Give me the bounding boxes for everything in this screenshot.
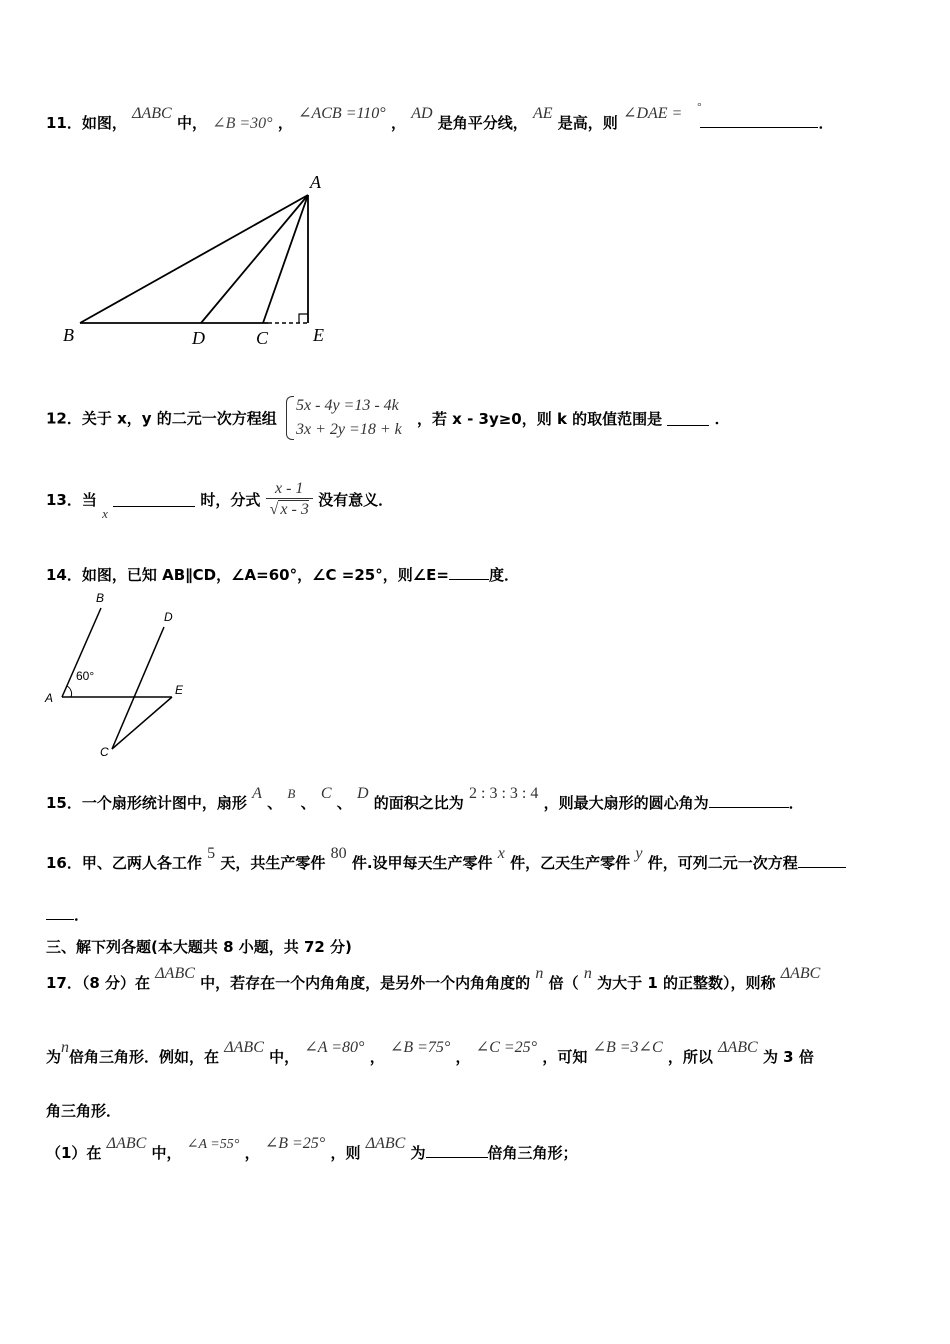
q15-text: ，则最大扇形的圆心角为: [543, 794, 709, 812]
q16-text: 件.设甲每天生产零件: [351, 854, 493, 872]
segment-ab: [62, 608, 101, 697]
q11-text: 是角平分线，: [437, 114, 528, 132]
q16-end: ．: [74, 906, 90, 924]
q17-sep: ，: [455, 1048, 471, 1066]
q15-ratio: 2 : 3 : 3 : 4: [469, 785, 539, 802]
q17-text: ，则: [330, 1144, 361, 1162]
q17-text: 17．（8 分）在: [46, 974, 151, 992]
answer-blank[interactable]: [113, 492, 195, 507]
right-angle-mark: [299, 314, 308, 323]
label-c: C: [100, 745, 109, 759]
q11-degree: °: [696, 101, 702, 113]
q15-text: 的面积之比为: [373, 794, 464, 812]
q17-relation: ∠B =3∠C: [592, 1039, 663, 1056]
numerator: x - 1: [266, 480, 313, 499]
label-d: D: [192, 328, 205, 348]
question-12: [46, 394, 730, 442]
q15-sep: 、: [336, 794, 352, 812]
q11-number: 11．如图，: [46, 114, 127, 132]
q17-text: 倍（: [548, 974, 579, 992]
q15-c: C: [320, 785, 332, 802]
label-a: A: [45, 691, 54, 705]
q16-y: y: [635, 845, 643, 862]
q17-text: 倍角三角形；: [487, 1144, 578, 1162]
question-17-line-3: [46, 1100, 121, 1121]
fraction: [266, 480, 313, 519]
denominator: √ x - 3: [269, 501, 309, 518]
q16-five: 5: [207, 845, 216, 862]
q16-text: 件，可列二元一次方程: [647, 854, 798, 872]
label-b: B: [96, 591, 105, 605]
label-c: C: [256, 328, 269, 348]
q13-text: 没有意义．: [318, 491, 394, 509]
answer-blank[interactable]: [709, 793, 789, 808]
q13-x: x: [102, 506, 108, 521]
q17-angle-b: ∠B =75°: [389, 1039, 451, 1056]
q17-text: 为大于 1 的正整数），则称: [597, 974, 776, 992]
q17-angle-a: ∠A =80°: [304, 1039, 365, 1056]
sqrt-radicand: x - 3: [280, 501, 309, 518]
q16-text: 件，乙天生产零件: [510, 854, 631, 872]
answer-blank[interactable]: [667, 411, 709, 426]
q11-sep: ，: [277, 114, 293, 132]
equation-system: [286, 394, 402, 442]
q15-sep: 、: [300, 794, 316, 812]
label-angle-60: 60°: [76, 669, 95, 683]
q11-text: 是高，则: [557, 114, 618, 132]
segment-cd: [112, 627, 164, 749]
q17-sep: ，: [244, 1144, 260, 1162]
label-d: D: [164, 610, 173, 624]
q15-a: A: [252, 785, 262, 802]
answer-blank[interactable]: [46, 905, 74, 920]
q17-n: n: [61, 1039, 70, 1056]
q17-text: 为: [410, 1144, 426, 1162]
section-3-title: [46, 936, 352, 957]
q11-sep: ，: [390, 114, 406, 132]
q12-text: ，若 x - 3y≥0，则 k 的取值范围是: [416, 409, 663, 428]
q15-b: B: [287, 786, 296, 801]
q11-text: 中，: [176, 114, 207, 132]
q17-triangle: ΔABC: [718, 1039, 758, 1056]
q13-text: 时，分式: [200, 491, 261, 509]
segment-ba: [80, 195, 308, 323]
question-11: [46, 101, 834, 133]
answer-blank[interactable]: [449, 565, 489, 580]
question-17-line-1: [46, 965, 821, 993]
q17-triangle: ΔABC: [224, 1039, 264, 1056]
q15-sep: 、: [267, 794, 283, 812]
q15-d: D: [356, 785, 369, 802]
q17-text: 倍角三角形．例如，在: [69, 1048, 220, 1066]
q17-text: 为: [46, 1048, 62, 1066]
segment-ec: [112, 697, 172, 749]
q15-end: ．: [788, 794, 804, 812]
q17-angle-c: ∠C =25°: [475, 1039, 538, 1056]
q17-sep: ，: [369, 1048, 385, 1066]
q17-angle-b: ∠B =25°: [264, 1135, 326, 1152]
question-17-part-1: [46, 1135, 578, 1163]
figure-q14: [40, 588, 200, 763]
question-16-cont: [46, 904, 89, 925]
q17-angle-a: ∠A =55°: [186, 1137, 240, 1152]
angle-arc: [67, 686, 72, 697]
q17-text: 角三角形．: [46, 1102, 122, 1120]
brace: [286, 396, 294, 440]
question-15: [46, 785, 804, 813]
q17-triangle: ΔABC: [780, 965, 821, 982]
answer-blank[interactable]: [700, 113, 818, 128]
q11-angle-dae: ∠DAE =: [623, 105, 683, 122]
label-a: A: [310, 172, 321, 192]
q17-text: 中，若存在一个内角角度，是另外一个内角角度的: [200, 974, 531, 992]
q17-n: n: [535, 965, 544, 982]
q13-text: 13．当: [46, 491, 97, 509]
question-14: [46, 564, 519, 585]
q17-part-label: （1）在: [46, 1144, 102, 1162]
q12-end: ．: [714, 409, 730, 428]
q11-ae: AE: [533, 105, 553, 122]
q14-text: 14．如图，已知 AB∥CD，∠A=60°，∠C =25°，则∠E=: [46, 566, 449, 584]
q17-text: 为 3 倍: [762, 1048, 814, 1066]
q17-text: ，可知: [542, 1048, 588, 1066]
q17-text: 中，: [269, 1048, 300, 1066]
q17-n: n: [583, 965, 592, 982]
label-b: B: [63, 325, 74, 345]
q11-angle-acb: ∠ACB =110°: [298, 105, 386, 122]
answer-blank[interactable]: [798, 853, 846, 868]
question-17-line-2: [46, 1039, 814, 1067]
q17-text: ，所以: [667, 1048, 713, 1066]
q12-text: 12．关于 x，y 的二元一次方程组: [46, 409, 277, 428]
label-e: E: [175, 683, 184, 697]
segment-ad: [201, 195, 308, 323]
segment-ac: [263, 195, 308, 323]
q17-triangle: ΔABC: [365, 1135, 406, 1152]
question-13: [46, 480, 393, 522]
q11-ad: AD: [411, 105, 433, 122]
q16-text: 天，共生产零件: [220, 854, 326, 872]
q16-x: x: [497, 845, 505, 862]
answer-blank[interactable]: [426, 1143, 488, 1158]
section-heading: 三、解下列各题(本大题共 8 小题，共 72 分): [46, 938, 352, 956]
q17-text: 中，: [151, 1144, 182, 1162]
q14-end: 度．: [488, 566, 519, 584]
q17-triangle: ΔABC: [106, 1135, 147, 1152]
q15-text: 15．一个扇形统计图中，扇形: [46, 794, 247, 812]
equation-2: 3x + 2y =18 + k: [296, 421, 402, 438]
q11-triangle: ΔABC: [132, 105, 172, 122]
question-16: [46, 845, 846, 873]
q16-eighty: 80: [330, 845, 347, 862]
q17-triangle: ΔABC: [155, 965, 195, 982]
figure-q11: [58, 172, 358, 352]
q16-text: 16．甲、乙两人各工作: [46, 854, 202, 872]
label-e: E: [313, 325, 324, 345]
q11-end: ．: [818, 114, 834, 132]
q11-angle-b: ∠B =30°: [212, 115, 273, 132]
equation-1: 5x - 4y =13 - 4k: [296, 397, 399, 414]
